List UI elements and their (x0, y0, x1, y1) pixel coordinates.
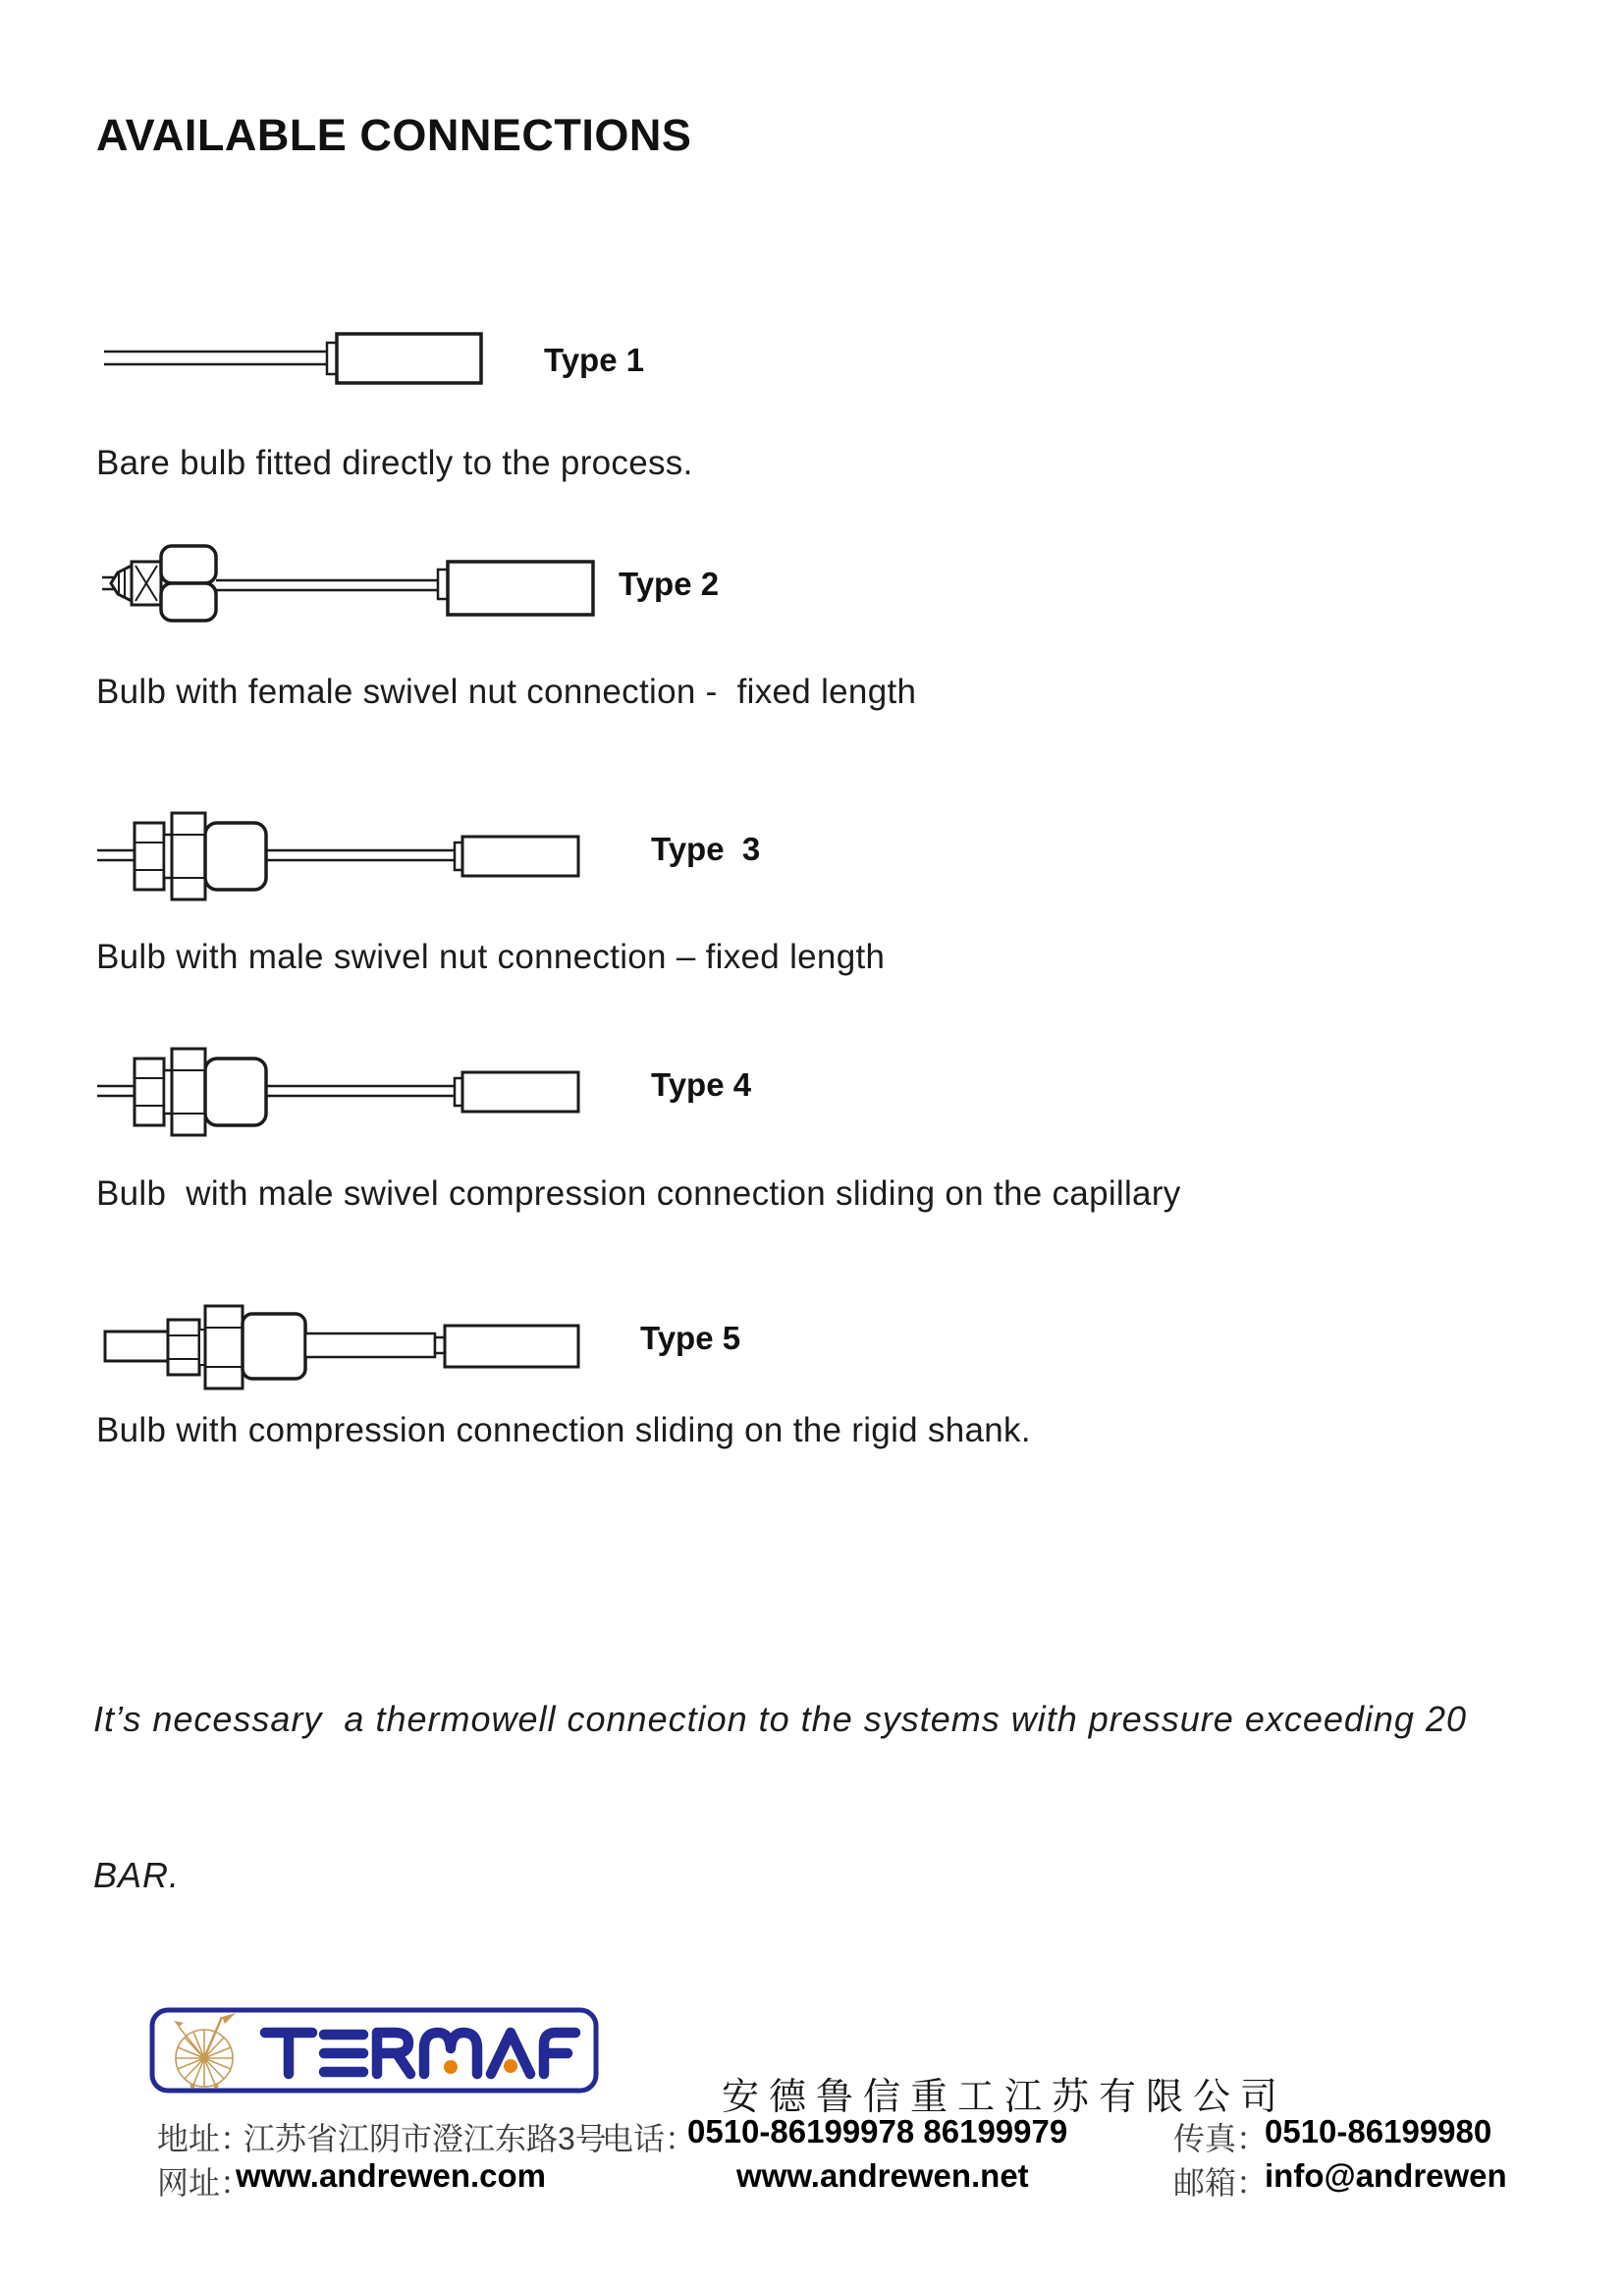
type4-label: Type 4 (651, 1066, 752, 1103)
hex-nut (172, 1049, 205, 1135)
small-nut (168, 1320, 199, 1375)
type3-label: Type 3 (651, 831, 761, 867)
connector-body (205, 823, 266, 890)
small-nut (135, 823, 164, 890)
connector-body (243, 1314, 305, 1379)
address-label: 地址： (157, 2121, 252, 2156)
company-name: 安德鲁信重工江苏有限公司 (722, 2077, 1288, 2118)
email-value: info@andrewen (1265, 2157, 1507, 2194)
type4-description: Bulb with male swivel compression connection sliding on the capillary (96, 1174, 1181, 1213)
bulb (448, 562, 593, 615)
type1-description: Bare bulb fitted directly to the process. (96, 444, 693, 482)
pressure-note-line1: It’s necessary a thermowell connection to the systems with pressure exceeding 20 (93, 1699, 1467, 1739)
pressure-note (93, 1589, 1467, 2005)
type2-description: Bulb with female swivel nut connection - fixed length (96, 673, 917, 711)
bulb (462, 1072, 578, 1112)
type1-label: Type 1 (544, 342, 645, 378)
bulb (462, 837, 578, 876)
swivel-nut-top (161, 546, 216, 583)
shank-tube (305, 1333, 435, 1357)
logo-orange-dot-a (504, 2059, 517, 2073)
type5-diagram (101, 1296, 592, 1390)
bulb (445, 1326, 578, 1367)
type1-diagram (98, 330, 491, 389)
type5-label: Type 5 (640, 1320, 741, 1356)
bulb (337, 334, 481, 383)
website-value-net: www.andrewen.net (736, 2157, 1029, 2194)
fax-value: 0510-86199980 (1265, 2113, 1492, 2149)
rigid-shank (105, 1332, 168, 1361)
hex-nut (172, 813, 205, 899)
website-value-com: www.andrewen.com (236, 2157, 547, 2194)
address-value: 江苏省江阴市澄江东路3号 (244, 2121, 607, 2156)
logo-orange-dot-m (444, 2060, 458, 2074)
email-label: 邮箱： (1173, 2165, 1269, 2201)
connector-body (205, 1059, 266, 1125)
hex-nut (205, 1306, 243, 1388)
pressure-note-line2: BAR. (93, 1855, 181, 1895)
thread-tip (111, 566, 132, 601)
type3-description: Bulb with male swivel nut connection – fixed length (96, 938, 886, 976)
type5-description: Bulb with compression connection sliding on the rigid shank. (96, 1411, 1031, 1449)
page-title: AVAILABLE CONNECTIONS (96, 110, 692, 160)
fax-label: 传真： (1173, 2121, 1269, 2156)
phone-value: 0510-86199978 86199979 (687, 2113, 1068, 2149)
termaf-logo (149, 2007, 599, 2094)
small-nut (135, 1059, 164, 1125)
type4-diagram (93, 1045, 594, 1139)
type2-label: Type 2 (619, 566, 720, 602)
website-label: 网址： (157, 2165, 252, 2201)
type3-diagram (93, 809, 594, 903)
phone-label: 电话： (602, 2121, 697, 2156)
type2-diagram (98, 540, 609, 630)
swivel-nut-bottom (161, 583, 216, 621)
